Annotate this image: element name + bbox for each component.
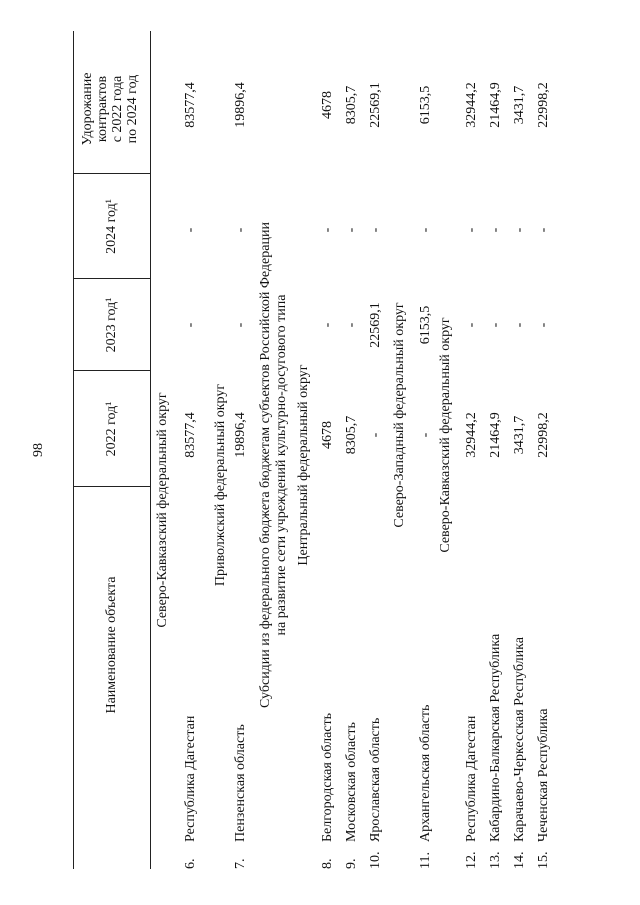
cell-2023: - xyxy=(233,322,248,328)
page-number: 98 xyxy=(31,443,46,457)
section-title: Северо-Западный федеральный округ xyxy=(392,302,407,528)
section-title: Северо-Кавказский федеральный округ xyxy=(155,392,170,628)
cell-2023: - xyxy=(183,322,198,328)
cell-2023: 6153,5 xyxy=(418,305,433,345)
row-number: 6. xyxy=(183,858,198,869)
cell-2022: 8305,7 xyxy=(344,415,359,455)
cell-2024: - xyxy=(183,227,198,233)
cell-2022: 4678 xyxy=(320,421,335,449)
cell-2022: 22998,2 xyxy=(536,412,551,458)
cell-saving: 22569,1 xyxy=(368,82,383,128)
cell-2023: - xyxy=(512,322,527,328)
cell-2024: - xyxy=(344,227,359,233)
cell-2022: - xyxy=(368,432,383,438)
row-name: Чеченская Республика xyxy=(536,708,551,842)
row-number: 8. xyxy=(320,858,335,869)
row-number: 13. xyxy=(488,851,503,869)
header-2022: 2022 год¹ xyxy=(104,401,119,457)
cell-2023: - xyxy=(344,322,359,328)
row-number: 7. xyxy=(233,858,248,869)
cell-2024: - xyxy=(488,227,503,233)
cell-2022: - xyxy=(418,432,433,438)
row-number: 10. xyxy=(368,851,383,869)
section-title: Приволжский федеральный округ xyxy=(213,383,228,587)
cell-saving: 22998,2 xyxy=(536,82,551,128)
cell-2024: - xyxy=(368,227,383,233)
row-name: Республика Дагестан xyxy=(183,715,198,842)
row-name: Карачаево-Черкесская Республика xyxy=(512,637,527,842)
table-top-rule xyxy=(73,31,74,869)
header-saving xyxy=(80,44,140,174)
cell-2023: - xyxy=(320,322,335,328)
cell-2022: 32944,2 xyxy=(464,412,479,458)
cell-2024: - xyxy=(536,227,551,233)
cell-2024: - xyxy=(320,227,335,233)
cell-2023: - xyxy=(464,322,479,328)
cell-2023: - xyxy=(488,322,503,328)
header-2024: 2024 год¹ xyxy=(104,199,119,254)
cell-2022: 19896,4 xyxy=(233,412,248,458)
cell-2022: 83577,4 xyxy=(183,412,198,458)
header-name: Наименование объекта xyxy=(104,576,119,714)
row-name: Ярославская область xyxy=(368,717,383,842)
header-2023: 2023 год¹ xyxy=(104,297,119,353)
row-name: Республика Дагестан xyxy=(464,715,479,842)
row-name: Архангельская область xyxy=(418,704,433,842)
cell-saving: 83577,4 xyxy=(183,82,198,128)
cell-2022: 3431,7 xyxy=(512,415,527,455)
cell-saving: 19896,4 xyxy=(233,82,248,128)
section-title: Субсидии из федерального бюджета бюджетам субъектов Российской Федерации xyxy=(258,222,273,708)
cell-saving: 4678 xyxy=(320,91,335,119)
row-name: Московская область xyxy=(344,722,359,842)
row-number: 12. xyxy=(464,851,479,869)
cell-saving: 32944,2 xyxy=(464,82,479,128)
section-title: Центральный федеральный округ xyxy=(296,364,311,566)
cell-saving: 21464,9 xyxy=(488,82,503,128)
row-name: Кабардино-Балкарская Республика xyxy=(488,633,503,842)
cell-2023: 22569,1 xyxy=(368,302,383,348)
cell-2024: - xyxy=(512,227,527,233)
header-saving-line: по 2024 год xyxy=(125,74,140,144)
row-number: 15. xyxy=(536,851,551,869)
cell-2024: - xyxy=(233,227,248,233)
cell-saving: 8305,7 xyxy=(344,85,359,125)
cell-saving: 6153,5 xyxy=(418,85,433,125)
cell-2022: 21464,9 xyxy=(488,412,503,458)
header-saving-line: контрактов xyxy=(95,75,110,143)
header-saving-line: Удорожание xyxy=(80,72,95,146)
section-title: Северо-Кавказский федеральный округ xyxy=(438,317,453,553)
cell-2024: - xyxy=(464,227,479,233)
section-title: на развитие сети учреждений культурно-досугового типа xyxy=(274,294,289,636)
row-number: 14. xyxy=(512,851,527,869)
row-name: Пензенская область xyxy=(233,724,248,842)
cell-saving: 3431,7 xyxy=(512,85,527,125)
cell-2024: - xyxy=(418,227,433,233)
row-number: 9. xyxy=(344,858,359,869)
table-header-rule xyxy=(150,31,151,869)
cell-2023: - xyxy=(536,322,551,328)
header-saving-line: с 2022 года xyxy=(110,75,125,143)
row-number: 11. xyxy=(418,852,433,869)
row-name: Белгородская область xyxy=(320,712,335,842)
